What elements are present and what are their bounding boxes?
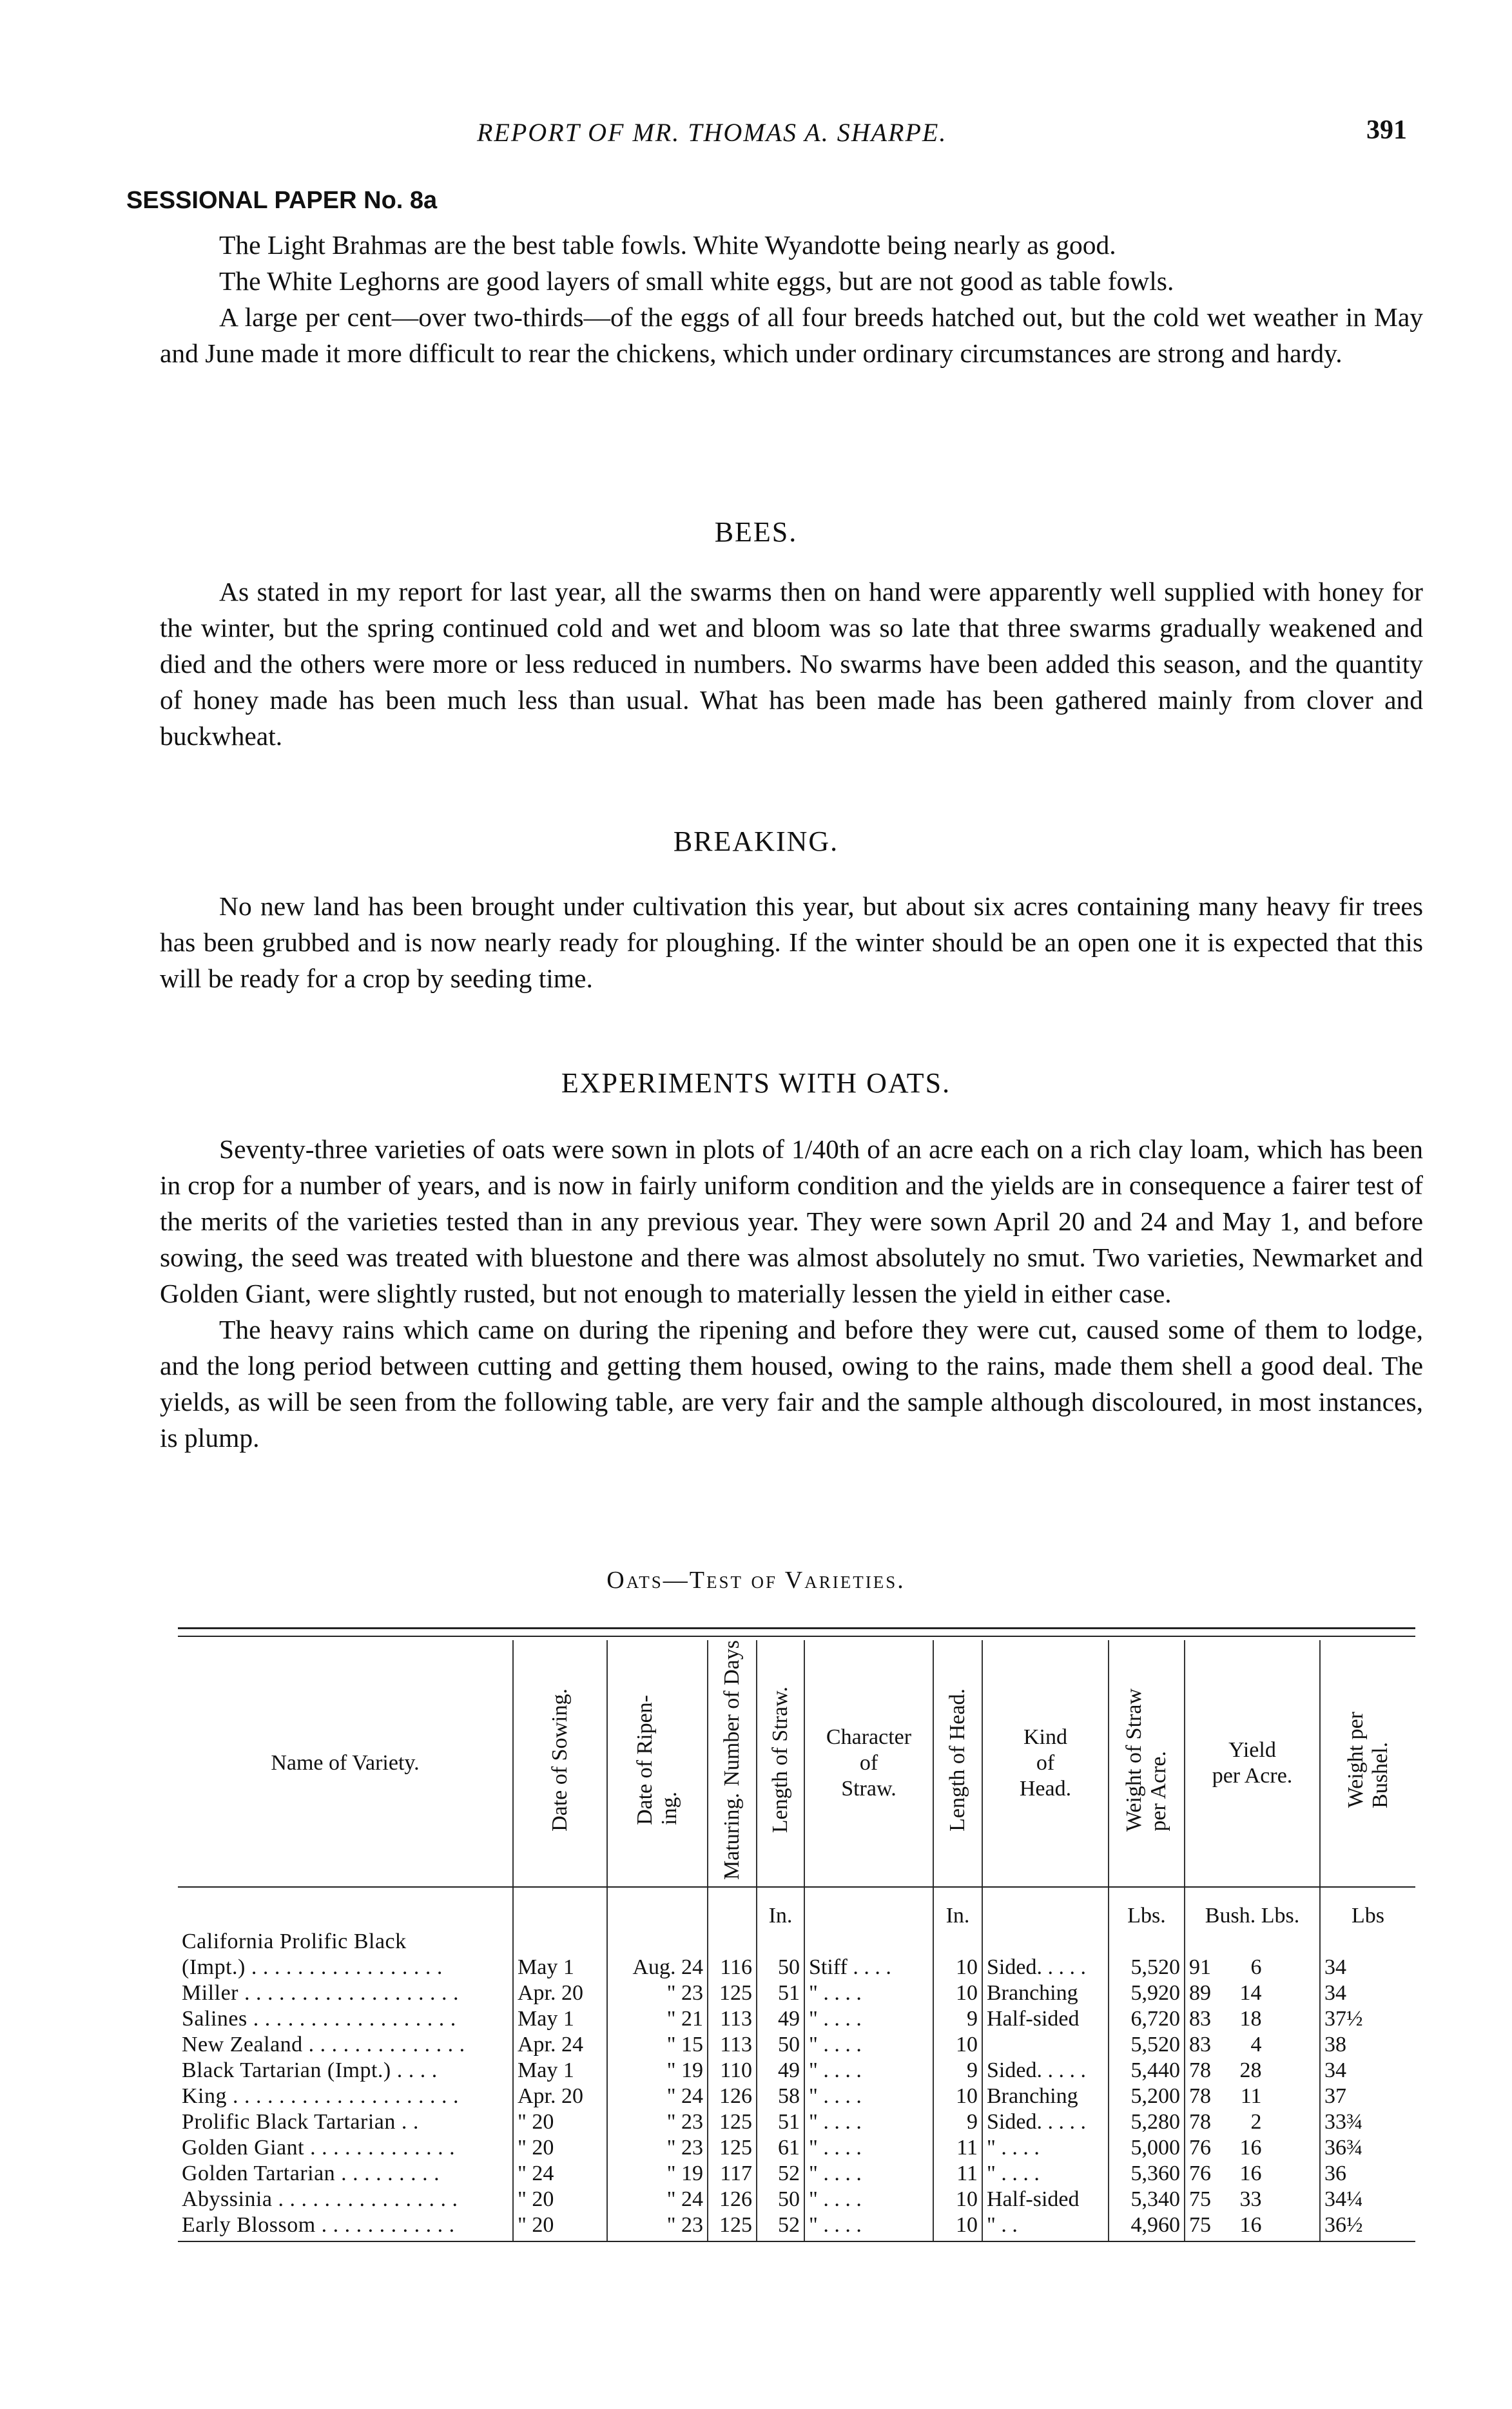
cell-yield-bushels: 78 xyxy=(1189,2109,1211,2134)
cell-sweight xyxy=(1109,1929,1185,1955)
cell-yield xyxy=(1185,2135,1320,2161)
cell-char: " . . . . xyxy=(804,2084,933,2109)
cell-char: " . . . . xyxy=(804,2058,933,2084)
header-yield: Yield per Acre. xyxy=(1185,1640,1320,1887)
table-title: Oats—Test of Varieties. xyxy=(606,1567,906,1594)
cell-char: " . . . . xyxy=(804,2135,933,2161)
cell-yield xyxy=(1185,2032,1320,2058)
cell-yield xyxy=(1185,2058,1320,2084)
cell-sow: Apr. 24 xyxy=(513,2032,607,2058)
cell-yield-bushels: 76 xyxy=(1189,2161,1211,2185)
cell-days: 125 xyxy=(708,2135,757,2161)
cell-yield xyxy=(1185,2006,1320,2032)
unit-yield: Bush. Lbs. xyxy=(1185,1887,1320,1929)
cell-straw: 61 xyxy=(757,2135,804,2161)
cell-yield xyxy=(1185,2084,1320,2109)
cell-kind: Sided. . . . . xyxy=(982,1955,1109,1980)
cell-kind: Sided. . . . . xyxy=(982,2058,1109,2084)
cell-name: Golden Tartarian . . . . . . . . . xyxy=(178,2161,513,2187)
cell-char: Stiff . . . . xyxy=(804,1955,933,1980)
cell-yield xyxy=(1185,2187,1320,2212)
header-kind: Kind of Head. xyxy=(982,1640,1109,1887)
cell-yield-bushels: 91 xyxy=(1189,1955,1211,1979)
paragraph: Seventy-three varieties of oats were sown in plots of 1/40th of an acre each on a rich clay loam, which has been in crop for a number of years, and is now in fairly uniform condition and the yields are in consequence a fairer test of the merits of the varieties tested than in any previous year. They were sown April 20 and 24 and May 1, and before sowing, the seed was treated with bluestone and there was almost absolutely no smut. Two varieties, Newmarket and Golden Giant, were slightly rusted, but not enough to materially lessen the yield in either case. xyxy=(160,1134,1423,1308)
cell-straw: 52 xyxy=(757,2161,804,2187)
cell-char: " . . . . xyxy=(804,2161,933,2187)
cell-sweight: 5,200 xyxy=(1109,2084,1185,2109)
table-row xyxy=(178,2109,1415,2135)
cell-kind: Half-sided xyxy=(982,2187,1109,2212)
cell-head: 10 xyxy=(933,2084,982,2109)
cell-sow: " 24 xyxy=(513,2161,607,2187)
cell-kind: Branching xyxy=(982,1980,1109,2006)
cell-yield-bushels: 75 xyxy=(1189,2187,1211,2211)
cell-head: 11 xyxy=(933,2161,982,2187)
cell-bweight: 33¾ xyxy=(1324,2109,1363,2134)
cell-sweight: 4,960 xyxy=(1109,2212,1185,2238)
cell-kind: " . . . . xyxy=(982,2135,1109,2161)
cell-head: 11 xyxy=(933,2135,982,2161)
cell-name: Golden Giant . . . . . . . . . . . . . xyxy=(178,2135,513,2161)
cell-ripen: " 19 xyxy=(607,2161,708,2187)
cell-days: 125 xyxy=(708,2212,757,2238)
cell-sow: May 1 xyxy=(513,1955,607,1980)
cell-head: 9 xyxy=(933,2006,982,2032)
cell-straw: 50 xyxy=(757,1955,804,1980)
cell-head: 10 xyxy=(933,2032,982,2058)
cell-yield-lbs: 18 xyxy=(1239,2006,1262,2031)
cell-straw: 49 xyxy=(757,2058,804,2084)
cell-sow xyxy=(513,1929,607,1955)
cell-char: " . . . . xyxy=(804,2187,933,2212)
header-bushel-weight: Weight perBushel. xyxy=(1320,1640,1415,1887)
cell-bweight xyxy=(1320,1929,1415,1955)
cell-yield-bushels: 76 xyxy=(1189,2135,1211,2160)
cell-char: " . . . . xyxy=(804,1980,933,2006)
paragraph: No new land has been brought under cultivation this year, but about six acres containing many heavy fir trees has been grubbed and is now nearly ready for ploughing. If the winter should be an open one it is expected that this will be ready for a crop by seeding time. xyxy=(160,891,1423,993)
cell-head: 10 xyxy=(933,2187,982,2212)
header-days: Number of DaysMaturing. xyxy=(708,1640,757,1887)
paragraph: The heavy rains which came on during the ripening and before they were cut, caused some of them to lodge, and the long period between cutting and getting them housed, owing to the rains, made them shell a good deal. The yields, as will be seen from the following table, are very fair and the sample although discoloured, in most instances, is plump. xyxy=(160,1315,1423,1453)
cell-kind: Sided. . . . . xyxy=(982,2109,1109,2135)
table-row xyxy=(178,2161,1415,2187)
cell-name: Abyssinia . . . . . . . . . . . . . . . . xyxy=(178,2187,513,2212)
cell-yield xyxy=(1185,2109,1320,2135)
cell-yield-lbs: 4 xyxy=(1250,2032,1262,2056)
cell-name: Black Tartarian (Impt.) . . . . xyxy=(178,2058,513,2084)
table-row xyxy=(178,1980,1415,2006)
table-row xyxy=(178,2084,1415,2109)
cell-yield-bushels: 83 xyxy=(1189,2006,1211,2031)
cell-head: 10 xyxy=(933,2212,982,2238)
paragraph: As stated in my report for last year, all the swarms then on hand were apparently well supplied with honey for the winter, but the spring continued cold and wet and bloom was so late that three swarms gradually weakened and died and the others were more or less reduced in numbers. No swarms have been added this season, and the quantity of honey made has been much less than usual. What has been made has been gathered mainly from clover and buckwheat. xyxy=(160,577,1423,751)
cell-yield xyxy=(1185,2212,1320,2238)
cell-days: 126 xyxy=(708,2187,757,2212)
cell-bweight: 38 xyxy=(1324,2032,1346,2056)
cell-bweight: 36¾ xyxy=(1324,2135,1363,2160)
cell-yield-lbs: 16 xyxy=(1239,2161,1262,2185)
cell-yield-bushels: 75 xyxy=(1189,2212,1211,2237)
cell-straw: 50 xyxy=(757,2187,804,2212)
cell-days: 113 xyxy=(708,2006,757,2032)
cell-bweight: 37½ xyxy=(1324,2006,1363,2031)
cell-yield-lbs: 16 xyxy=(1239,2212,1262,2237)
table-row xyxy=(178,2187,1415,2212)
cell-head: 10 xyxy=(933,1955,982,1980)
cell-yield-bushels: 89 xyxy=(1189,1980,1211,2005)
breaking-block xyxy=(160,888,1423,996)
cell-sow: May 1 xyxy=(513,2058,607,2084)
cell-days: 126 xyxy=(708,2084,757,2109)
cell-name: Miller . . . . . . . . . . . . . . . . . . . xyxy=(178,1980,513,2006)
cell-days: 125 xyxy=(708,1980,757,2006)
cell-bweight: 34 xyxy=(1324,2058,1346,2082)
bees-block xyxy=(160,574,1423,754)
cell-straw: 51 xyxy=(757,2109,804,2135)
cell-char: " . . . . xyxy=(804,2032,933,2058)
header-name: Name of Variety. xyxy=(178,1640,513,1887)
cell-straw: 58 xyxy=(757,2084,804,2109)
cell-name: King . . . . . . . . . . . . . . . . . . . . xyxy=(178,2084,513,2109)
cell-ripen: " 24 xyxy=(607,2187,708,2212)
section-heading-bees: BEES. xyxy=(714,516,798,548)
cell-ripen: " 23 xyxy=(607,1980,708,2006)
cell-straw: 52 xyxy=(757,2212,804,2238)
cell-char: " . . . . xyxy=(804,2006,933,2032)
table-row xyxy=(178,1955,1415,1980)
cell-name: (Impt.) . . . . . . . . . . . . . . . . . xyxy=(178,1955,513,1980)
unit-head-length: In. xyxy=(933,1887,982,1929)
cell-bweight: 37 xyxy=(1324,2084,1346,2108)
table-row xyxy=(178,2058,1415,2084)
page-number: 391 xyxy=(1366,115,1407,145)
cell-yield-lbs: 6 xyxy=(1250,1955,1262,1979)
cell-ripen: " 21 xyxy=(607,2006,708,2032)
cell-head xyxy=(933,1929,982,1955)
table-header-row xyxy=(178,1640,1415,1887)
table-row xyxy=(178,2032,1415,2058)
unit-straw-length: In. xyxy=(757,1887,804,1929)
cell-head: 9 xyxy=(933,2058,982,2084)
table-top-rule xyxy=(178,1627,1415,1629)
table-row xyxy=(178,2212,1415,2238)
cell-bweight: 34 xyxy=(1324,1955,1346,1979)
cell-days: 113 xyxy=(708,2032,757,2058)
cell-sweight: 5,340 xyxy=(1109,2187,1185,2212)
cell-yield xyxy=(1185,1955,1320,1980)
cell-sweight: 5,440 xyxy=(1109,2058,1185,2084)
cell-name: Salines . . . . . . . . . . . . . . . . . . xyxy=(178,2006,513,2032)
cell-kind: " . . . . xyxy=(982,2161,1109,2187)
running-title: REPORT OF MR. THOMAS A. SHARPE. xyxy=(477,118,947,147)
paragraph: The Light Brahmas are the best table fowls. White Wyandotte being nearly as good. xyxy=(219,230,1116,260)
cell-kind: " . . xyxy=(982,2212,1109,2238)
cell-sweight: 5,360 xyxy=(1109,2161,1185,2187)
cell-sow: May 1 xyxy=(513,2006,607,2032)
cell-yield-lbs: 16 xyxy=(1239,2135,1262,2160)
cell-sweight: 5,920 xyxy=(1109,1980,1185,2006)
cell-sweight: 5,280 xyxy=(1109,2109,1185,2135)
intro-block xyxy=(160,227,1423,371)
cell-sow: Apr. 20 xyxy=(513,1980,607,2006)
cell-sweight: 5,000 xyxy=(1109,2135,1185,2161)
cell-name: Early Blossom . . . . . . . . . . . . xyxy=(178,2212,513,2238)
cell-straw: 49 xyxy=(757,2006,804,2032)
header-ripening: Date of Ripen-ing. xyxy=(607,1640,708,1887)
cell-yield xyxy=(1185,2161,1320,2187)
table-bottom-rule xyxy=(178,2238,1415,2241)
cell-ripen: " 23 xyxy=(607,2109,708,2135)
cell-bweight: 36 xyxy=(1324,2161,1346,2185)
header-head-length: Length of Head. xyxy=(933,1640,982,1887)
header-straw-length: Length of Straw. xyxy=(757,1640,804,1887)
unit-bushel-weight: Lbs xyxy=(1352,1903,1384,1928)
table-row xyxy=(178,1929,1415,1955)
table-row xyxy=(178,2006,1415,2032)
cell-kind: Branching xyxy=(982,2084,1109,2109)
cell-head: 10 xyxy=(933,1980,982,2006)
paragraph: The White Leghorns are good layers of small white eggs, but are not good as table fowls. xyxy=(219,266,1174,296)
cell-ripen: " 15 xyxy=(607,2032,708,2058)
unit-straw-weight: Lbs. xyxy=(1109,1887,1185,1929)
cell-sow: Apr. 20 xyxy=(513,2084,607,2109)
cell-sow: " 20 xyxy=(513,2212,607,2238)
cell-days: 125 xyxy=(708,2109,757,2135)
header-character: Character of Straw. xyxy=(804,1640,933,1887)
cell-yield-lbs: 2 xyxy=(1250,2109,1262,2134)
units-row xyxy=(178,1887,1415,1929)
cell-char: " . . . . xyxy=(804,2212,933,2238)
cell-name: New Zealand . . . . . . . . . . . . . . xyxy=(178,2032,513,2058)
cell-days: 117 xyxy=(708,2161,757,2187)
cell-straw: 51 xyxy=(757,1980,804,2006)
cell-kind xyxy=(982,2032,1109,2058)
cell-yield-bushels: 78 xyxy=(1189,2084,1211,2108)
cell-head: 9 xyxy=(933,2109,982,2135)
cell-yield xyxy=(1185,1929,1320,1955)
cell-yield-lbs: 28 xyxy=(1239,2058,1262,2082)
cell-sweight: 5,520 xyxy=(1109,1955,1185,1980)
header-straw-weight: Weight of Strawper Acre. xyxy=(1109,1640,1185,1887)
paragraph: A large per cent—over two-thirds—of the eggs of all four breeds hatched out, but the cold wet weather in May and June made it more difficult to rear the chickens, which under ordinary circumstances are strong and hardy. xyxy=(160,302,1423,368)
cell-sow: " 20 xyxy=(513,2187,607,2212)
cell-straw: 50 xyxy=(757,2032,804,2058)
cell-ripen: Aug. 24 xyxy=(607,1955,708,1980)
section-heading-oats: EXPERIMENTS WITH OATS. xyxy=(561,1067,951,1099)
cell-ripen: " 23 xyxy=(607,2135,708,2161)
cell-name: California Prolific Black xyxy=(178,1929,513,1955)
cell-bweight: 34¼ xyxy=(1324,2187,1363,2211)
cell-bweight: 36½ xyxy=(1324,2212,1363,2237)
cell-yield-lbs: 14 xyxy=(1239,1980,1262,2005)
cell-yield-bushels: 78 xyxy=(1189,2058,1211,2082)
cell-sweight: 6,720 xyxy=(1109,2006,1185,2032)
cell-ripen xyxy=(607,1929,708,1955)
oats-variety-table xyxy=(178,1640,1415,2242)
cell-sweight: 5,520 xyxy=(1109,2032,1185,2058)
cell-name: Prolific Black Tartarian . . xyxy=(178,2109,513,2135)
sessional-paper-label: SESSIONAL PAPER No. 8a xyxy=(126,187,438,214)
cell-days xyxy=(708,1929,757,1955)
cell-sow: " 20 xyxy=(513,2109,607,2135)
cell-char xyxy=(804,1929,933,1955)
section-heading-breaking: BREAKING. xyxy=(673,826,839,857)
cell-char: " . . . . xyxy=(804,2109,933,2135)
cell-straw xyxy=(757,1929,804,1955)
cell-ripen: " 23 xyxy=(607,2212,708,2238)
header-sowing: Date of Sowing. xyxy=(513,1640,607,1887)
oats-block xyxy=(160,1131,1423,1456)
cell-yield xyxy=(1185,1980,1320,2006)
cell-days: 116 xyxy=(708,1955,757,1980)
cell-bweight: 34 xyxy=(1324,1980,1346,2005)
table-row xyxy=(178,2135,1415,2161)
cell-kind xyxy=(982,1929,1109,1955)
cell-yield-lbs: 11 xyxy=(1240,2084,1262,2108)
cell-yield-bushels: 83 xyxy=(1189,2032,1211,2056)
cell-yield-lbs: 33 xyxy=(1239,2187,1262,2211)
cell-sow: " 20 xyxy=(513,2135,607,2161)
cell-kind: Half-sided xyxy=(982,2006,1109,2032)
cell-ripen: " 19 xyxy=(607,2058,708,2084)
cell-ripen: " 24 xyxy=(607,2084,708,2109)
cell-days: 110 xyxy=(708,2058,757,2084)
